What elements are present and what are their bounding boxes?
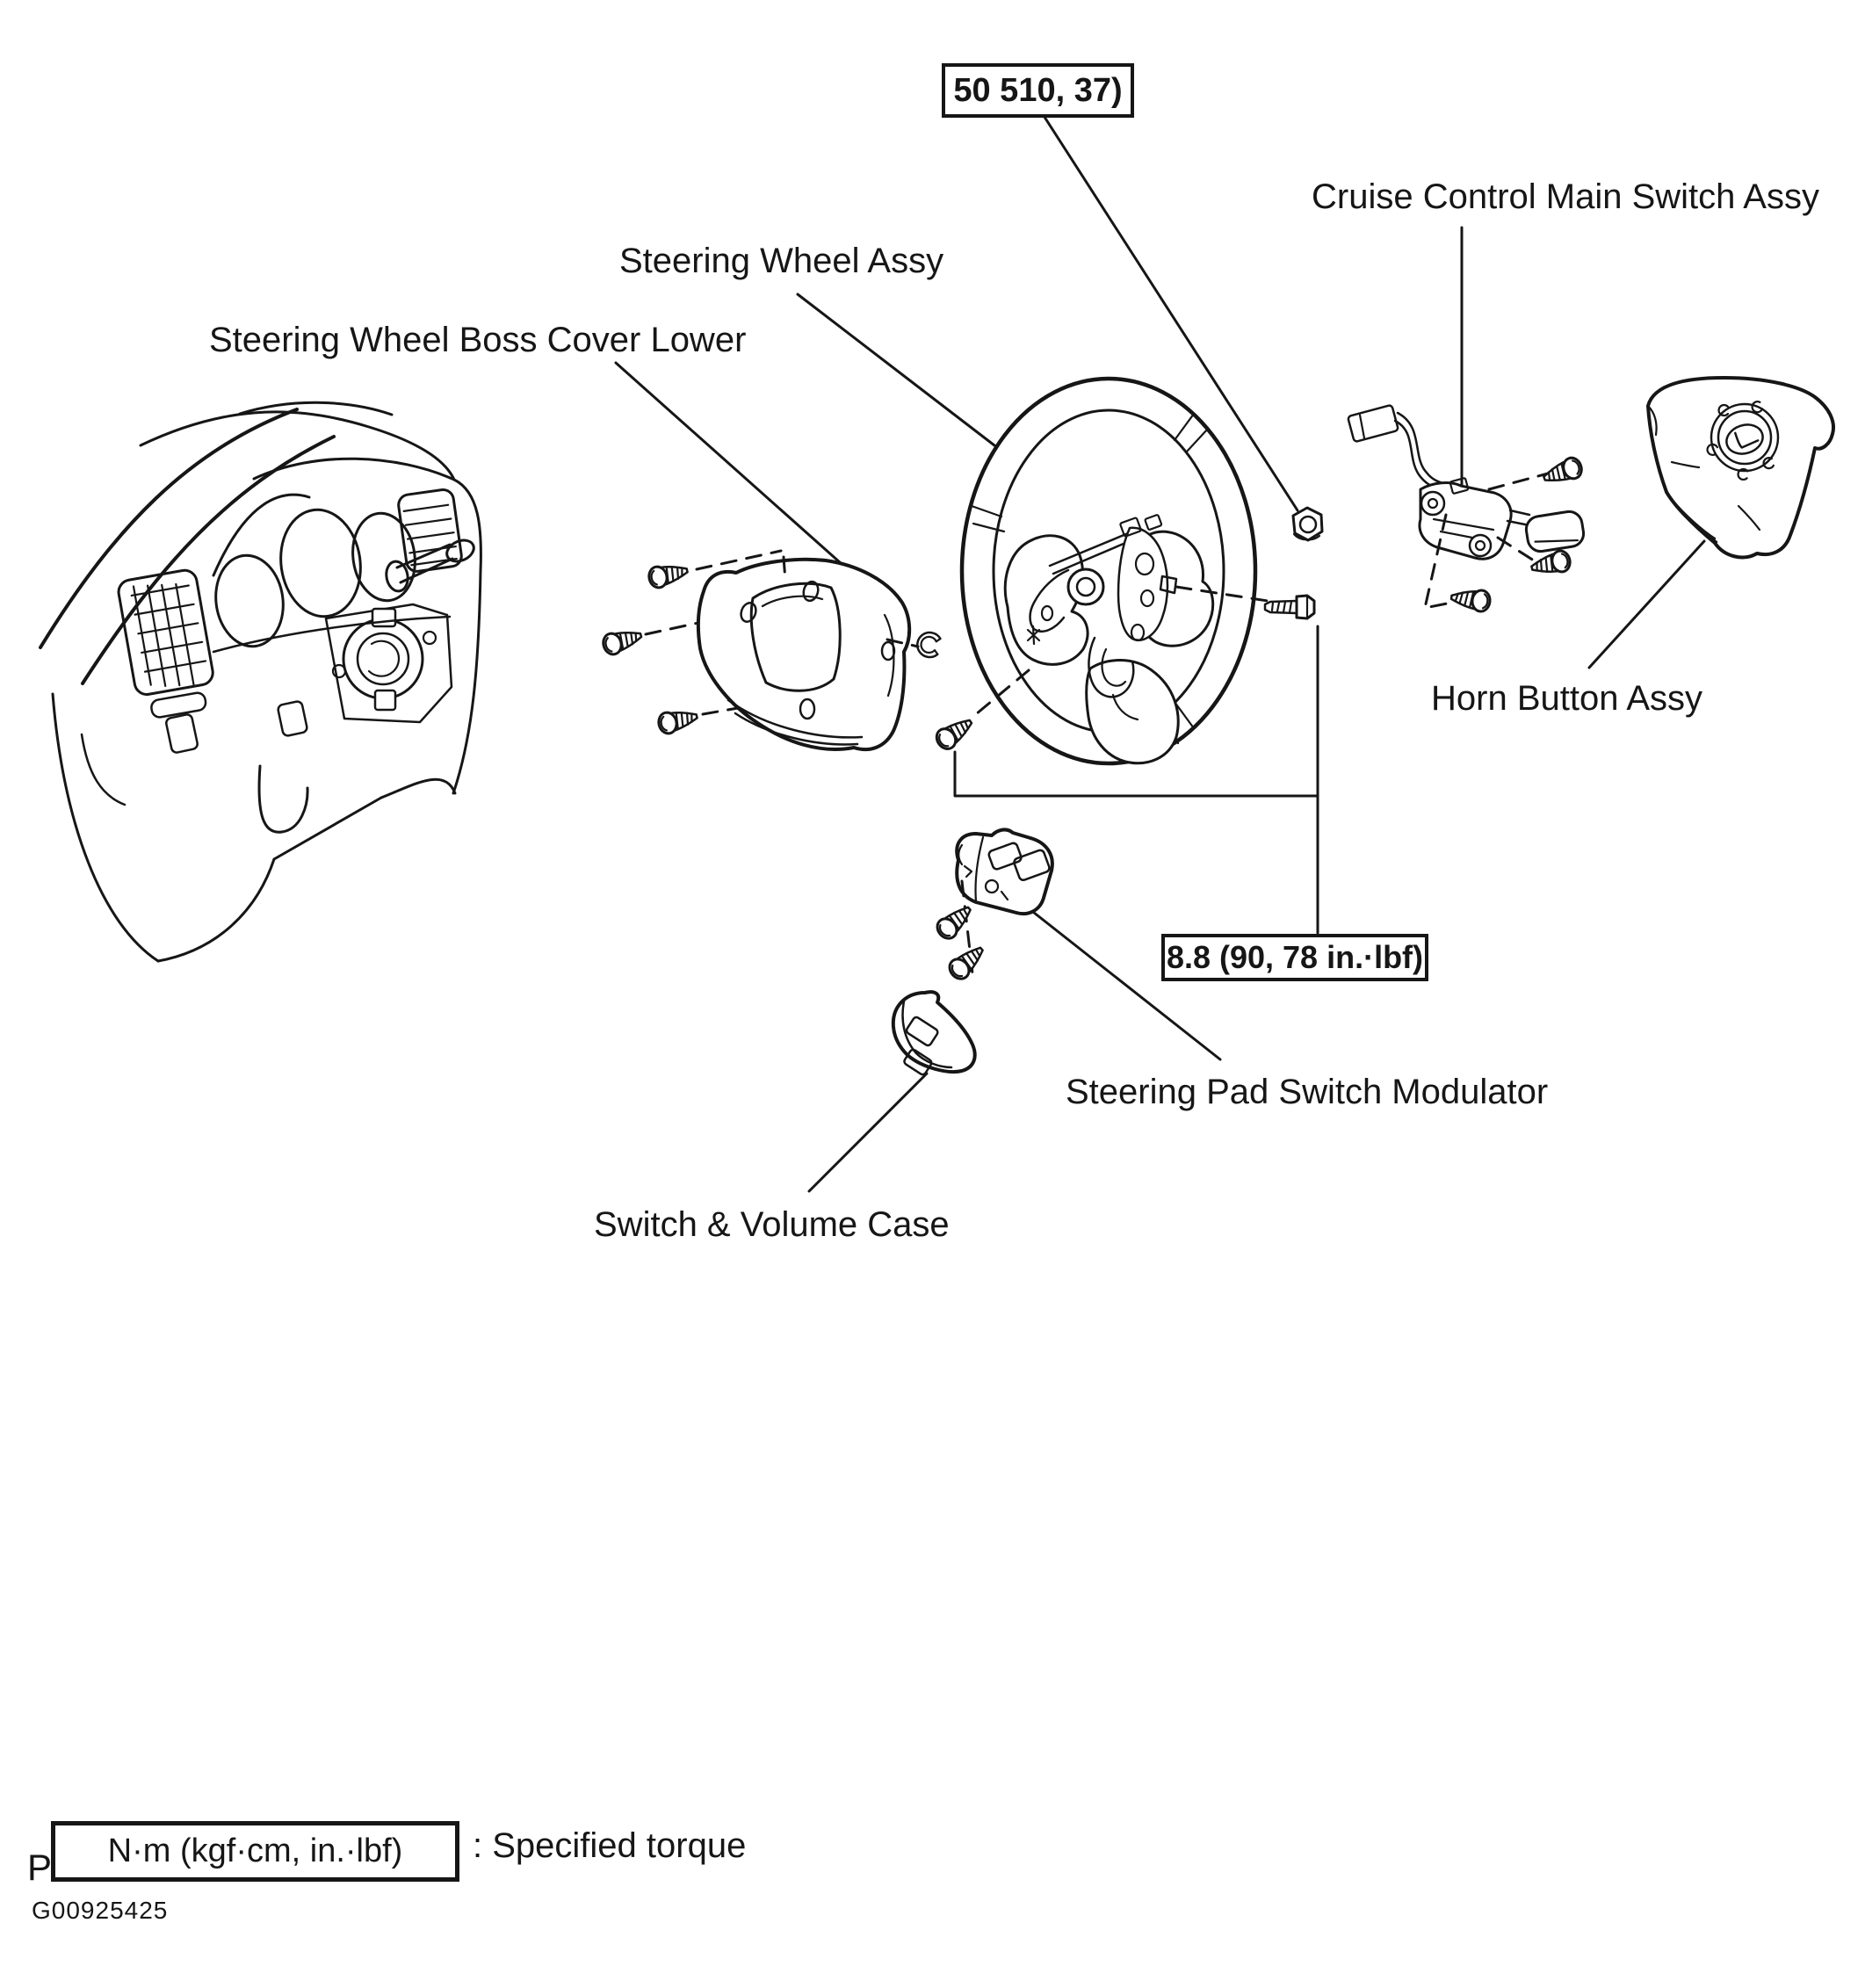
dashboard-sketch [40, 402, 481, 961]
torque-spec-box-primary: 50 510, 37) [942, 63, 1134, 118]
screw-drawing [1450, 587, 1492, 612]
torque-legend-description: : Specified torque [473, 1826, 747, 1865]
volume-case-drawing [891, 992, 975, 1075]
figure-id: G00925425 [32, 1897, 169, 1924]
hex-nut-drawing [1293, 508, 1322, 540]
screw-drawing [647, 560, 690, 589]
screw-drawing [933, 713, 977, 753]
leader-steering-wheel [798, 294, 994, 445]
leader-horn [1589, 541, 1704, 668]
leader-boss-cover [616, 363, 841, 563]
snap-ring-drawing [915, 631, 941, 659]
screw-drawing [946, 941, 989, 982]
turn-signal-stalk [384, 536, 477, 592]
screw-drawing [934, 900, 977, 942]
modulator-drawing [957, 829, 1052, 914]
label-boss-cover-lower: Steering Wheel Boss Cover Lower [209, 321, 747, 359]
label-cruise-control-switch: Cruise Control Main Switch Assy [1312, 177, 1819, 216]
torque-spec-box-secondary: 8.8 (90, 78 in.·lbf) [1161, 934, 1428, 981]
left-air-vent [117, 568, 219, 720]
label-horn-button-assy: Horn Button Assy [1431, 679, 1703, 718]
screw-drawing [1529, 549, 1572, 578]
page-letter: P [27, 1847, 53, 1888]
leader-volume-case [809, 1074, 927, 1191]
torque-legend-box: N·m (kgf·cm, in.·lbf) [51, 1821, 459, 1882]
horn-pad-drawing [1648, 378, 1833, 557]
screw-drawing [657, 706, 699, 735]
steering-wheel-drawing [962, 379, 1255, 763]
screw-drawing [601, 625, 644, 657]
boss-cover-drawing [698, 560, 909, 749]
hex-bolt-drawing [1265, 596, 1314, 618]
label-pad-switch-modulator: Steering Pad Switch Modulator [1066, 1073, 1549, 1111]
leader-modulator [1025, 906, 1220, 1059]
cruise-switch-drawing [1348, 405, 1586, 559]
label-steering-wheel-assy: Steering Wheel Assy [619, 242, 944, 280]
label-switch-volume-case: Switch & Volume Case [594, 1205, 950, 1244]
screw-drawing [1541, 455, 1585, 488]
